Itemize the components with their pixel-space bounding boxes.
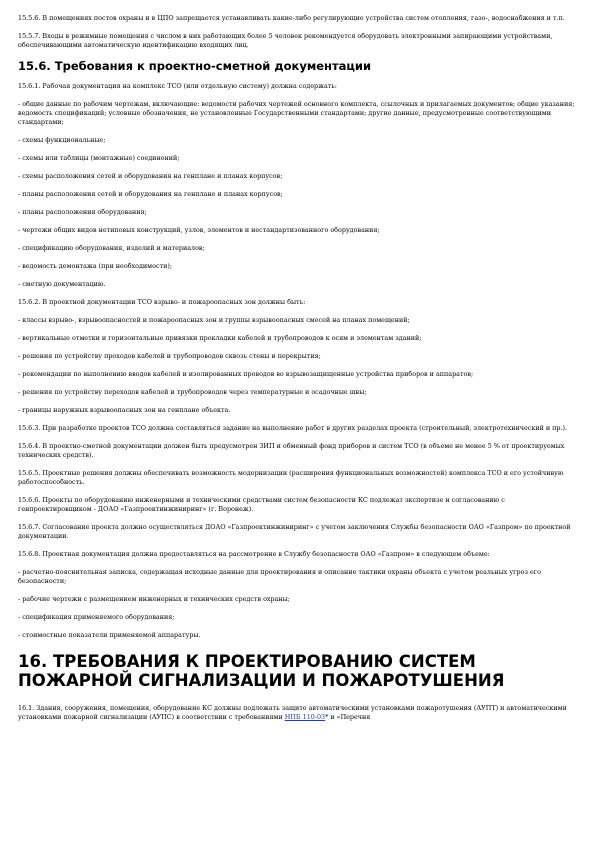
list-item: - решения по устройству переходов кабелей и трубопроводов через температурные и осадочные швы; <box>18 388 367 396</box>
paragraph: 15.6.4. В проектно-сметной документации должен быть предусмотрен ЗИП и обменный фонд приборов и систем ТСО (в объеме не менее 5 % от проектируемых технических средств). <box>18 442 565 459</box>
section-heading-15-6: 15.6. Требования к проектно-сметной документации <box>18 59 372 73</box>
list-item: - границы наружных взрывоопасных зон на генплане объекта. <box>18 406 231 414</box>
paragraph: 15.6.5. Проектные решения должны обеспечивать возможность модернизации (расширения функциональных возможностей) комплекса ТСО и его устойчивую работоспособность. <box>18 469 564 486</box>
paragraph: 15.6.1. Рабочая документация на комплекс ТСО (или отдельную систему) должна содержать: <box>18 82 337 90</box>
list-item: - чертежи общих видов нетиповых конструкций, узлов, элементов и нестандартизованного оборудования; <box>18 226 380 234</box>
paragraph-16-1-continued: * и «Перечня <box>325 713 371 721</box>
paragraph-15-5-6: 15.5.6. В помещениях постов охраны и в ЦПО запрещается устанавливать какие-либо регулирующие устройства систем отопления, газо-, водоснабжения и т.п. <box>18 14 565 22</box>
npb-110-03-link[interactable]: НПБ 110-03 <box>284 713 326 721</box>
list-item: - стоимостные показатели применяемой аппаратуры. <box>18 631 201 639</box>
list-item: - планы расположения сетей и оборудования на генплане и планах корпусов; <box>18 190 283 198</box>
list-item: - общие данные по рабочим чертежам, включающие: ведомости рабочих чертежей основного комплекта, ссылочных и прилагаемых документов; общие указания; ведомость спецификаций; условные обозначения, не установленные Государственными стандартами; другие данные, предусмотренные соответствующими стандартами; <box>18 100 575 126</box>
paragraph: 15.6.8. Проектная документация должна предоставляться на рассмотрение в Службу безопасности ОАО «Газпром» в следующем объеме: <box>18 550 490 558</box>
list-item: - ведомость демонтажа (при необходимости); <box>18 262 173 270</box>
list-item: - сметную документацию. <box>18 280 106 288</box>
list-item: - решения по устройству проходов кабелей и трубопроводов сквозь стены и перекрытия; <box>18 352 321 360</box>
list-item: - рабочие чертежи с размещением инженерных и технических средств охраны; <box>18 595 290 603</box>
paragraph: 15.6.2. В проектной документации ТСО взрыво- и пожароопасных зон должны быть: <box>18 298 306 306</box>
list-item: - схемы расположения сетей и оборудования на генплане и планах корпусов; <box>18 172 283 180</box>
list-item: - вертикальные отметки и горизонтальные привязки прокладки кабелей и трубопроводов к осям и элементам зданий; <box>18 334 422 342</box>
list-item: - спецификация применяемого оборудования; <box>18 613 175 621</box>
paragraph: 15.6.6. Проекты по оборудованию инженерными и техническими средствами систем безопасности КС подлежат экспертизе и согласованию с генпроектировщиком - ДОАО «Газпроектинжиниринг» (г. Воронеж). <box>18 496 505 513</box>
list-item: - схемы или таблицы (монтажные) соединений; <box>18 154 180 162</box>
paragraph: 15.6.7. Согласование проекта должно осуществляться ДОАО «Газпроектинжиниринг» с учетом заключения Службы безопасности ОАО «Газпром» по проектной документации. <box>18 523 571 540</box>
list-item: - схемы функциональные; <box>18 136 106 144</box>
paragraph-16-1-text: 16.1. Здания, сооружения, помещения, оборудование КС должны подлежать защите автоматическими установками пожаротушения (АУПТ) и автоматическими установками пожарной сигнализации (АУПС) в соответствии с требованиями <box>18 704 567 721</box>
section-15-6-body <box>18 82 577 640</box>
section-heading-16: 16. ТРЕБОВАНИЯ К ПРОЕКТИРОВАНИЮ СИСТЕМ ПОЖАРНОЙ СИГНАЛИЗАЦИИ И ПОЖАРОТУШЕНИЯ <box>18 652 505 690</box>
list-item: - классы взрыво-, взрывоопасностей и пожароопасных зон и группы взрывоопасных смесей на планах помещений; <box>18 316 410 324</box>
paragraph-15-5-7: 15.5.7. Входы в режимные помещения с числом в них работающих более 5 человек рекомендуется оборудовать электронными запирающими устройствами, обеспечивающими автоматическую идентификацию входящих лиц. <box>18 32 553 49</box>
list-item: - рекомендации по выполнению вводов кабелей и изолированных проводов во взрывозащищенные устройства приборов и аппаратов; <box>18 370 474 378</box>
list-item: - расчетно-пояснительная записка, содержащая исходные данные для проектирования и описание тактики охраны объекта с учетом реальных угроз его безопасности; <box>18 568 541 585</box>
list-item: - спецификацию оборудования, изделий и материалов; <box>18 244 205 252</box>
paragraph-16-1 <box>18 704 577 722</box>
paragraph: 15.6.3. При разработке проектов ТСО должна составляться задание на выполнение работ в других разделах проекта (строительный, электротехнический и пр.). <box>18 424 568 432</box>
list-item: - планы расположения оборудования; <box>18 208 147 216</box>
